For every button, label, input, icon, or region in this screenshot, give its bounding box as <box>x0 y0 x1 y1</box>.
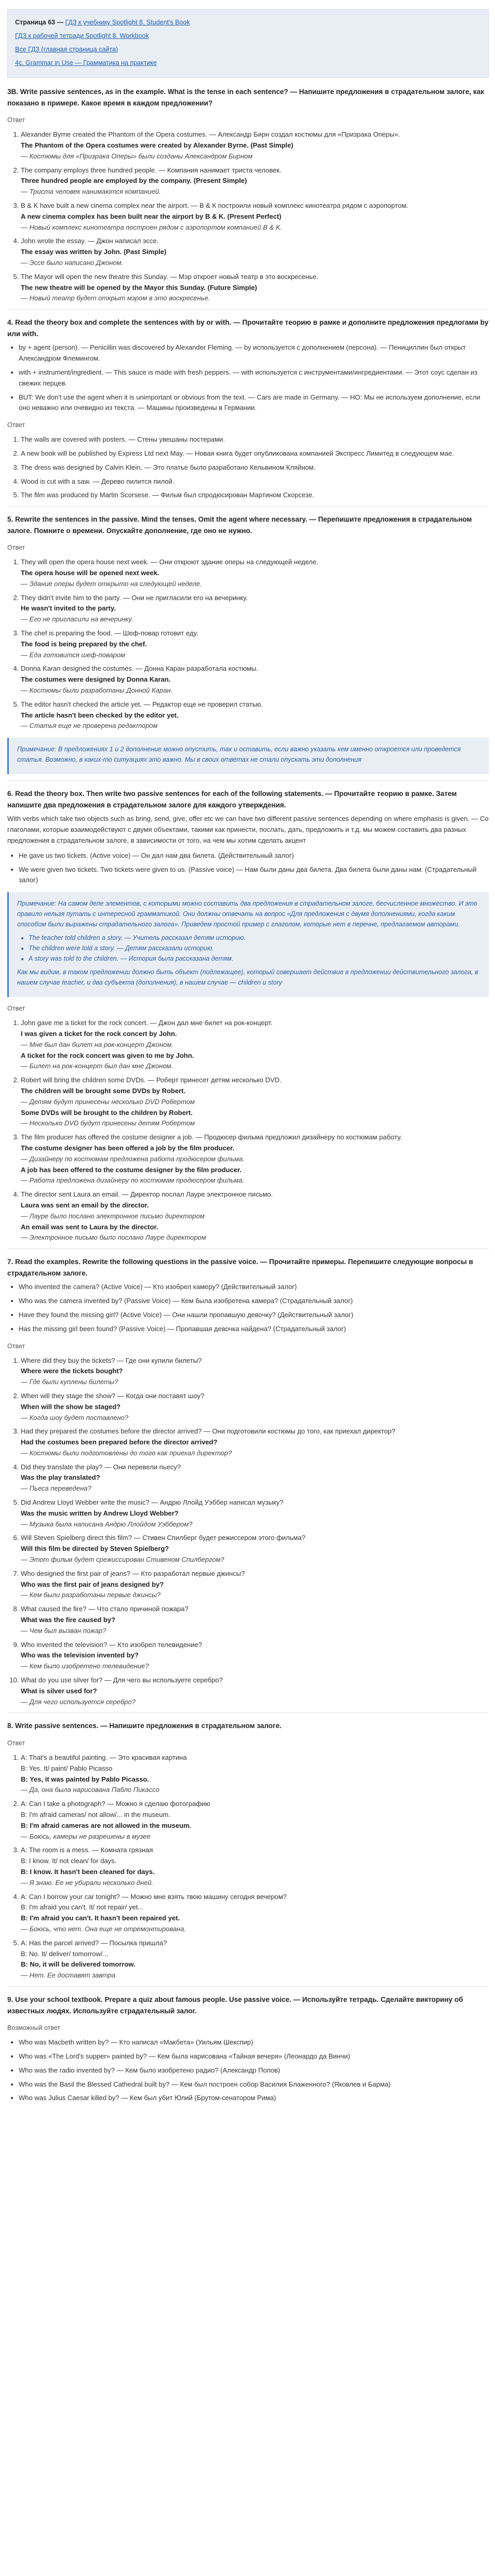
example-item: • Who was the camera invented by? (Passive Voice) — Кем была изобретена камера? (Страдательный залог) <box>19 1296 489 1307</box>
exercise-8-answers <box>21 1752 489 1981</box>
exercise-4-question: 4. Read the theory box and complete the sentences with by or with. — Прочитайте теорию в рамке и дополните предложения предлогами by или with. <box>7 318 489 338</box>
exercise-6-intro: With verbs which take two objects such as bring, send, give, offer etc we can have two different passive sentences depending on where emphasis is given. — Со глаголами, которые взаимодействуют с двумя объектами, такими как принести, послать, дать, предложить и т.д. мы можем составить два разных предложения в страдательном залоге, в зависимости от того, на чем мы хотим сделать акцент <box>7 815 489 845</box>
exercise-8 <box>7 1720 489 1981</box>
list-item: 4. Did they translate the play? — Они перевели пьесу? Was the play translated? — Пьеса переведена? <box>21 1462 489 1494</box>
example-item: • We were given two tickets. Two tickets were given to us. (Passive voice) — Нам были даны два билета. Два билета были даны нам. (Страдательный залог) <box>19 865 489 886</box>
exercise-9-answers <box>19 2037 489 2104</box>
list-item: 4. A: Can I borrow your car tonight? — Можно мне взять твою машину сегодня вечером? B: I'm afraid you can't. It/ not repair/ yet... B: I'm afraid you can't. It hasn't been repaired yet. — Боюсь, что нет. Она еще не отремонтирована. <box>21 1892 489 1935</box>
list-item: 4. John wrote the essay. — Джон написал эссе. The essay was written by John. (Past Simple) — Эссе было написано Джоном. <box>21 236 489 268</box>
list-item: • Who was Macbeth written by? — Кто написал «Макбета» (Уильям Шекспир) <box>19 2037 489 2048</box>
list-item: 3. The film producer has offered the costume designer a job. — Продюсер фильма предложил дизайнеру по костюмам работу. The costume designer has been offered a job by the film producer. — Дизайнеру по костюмам предложена работа продюсером фильма. A job has been offered to the costume designer by the film producer. — Работа предложена дизайнеру по костюмам продюсером фильма. <box>21 1132 489 1186</box>
list-item: 3. A: The room is a mess. — Комната грязная B: I know. It/ not clean/ for days. B: I know. It hasn't been cleaned for days. — Я знаю. Ее не убирали несколько дней. <box>21 1845 489 1888</box>
list-item: 1. They will open the opera house next week. — Они откроют здание оперы на следующей неделе. The opera house will be opened next week. — Здание оперы будет открыто на следующей неделе. <box>21 557 489 589</box>
note-text: Примечание: В предложениях 1 и 2 дополнение можно опустить, так и оставить, если важно указать кем именно откроется или проведется статья. Возможно, в каких-то ситуациях это важно. Мы в своих ответах не стали опускать эти дополнения <box>17 746 461 764</box>
list-item: • Who was the radio invented by? — Кем было изобретено радио? (Александр Попов) <box>19 2065 489 2076</box>
list-item: 2. The company employs three hundred people. — Компания нанимает триста человек. Three hundred people are employed by the company. (Present Simple) — Триста человек нанимаются компанией. <box>21 165 489 197</box>
list-item: 1. A: That's a beautiful painting. — Это красивая картина B: Yes. It/ paint/ Pablo Picasso B: Yes, it was painted by Pablo Picasso. — Да, она была нарисована Пабло Пикассо <box>21 1752 489 1796</box>
note-list <box>29 933 480 964</box>
exercise-9-question: 9. Use your school textbook. Prepare a quiz about famous people. Use passive voice. — Используйте тетрадь. Сделайте викторину об известных людях. Используйте страдательный залог. <box>7 1995 463 2015</box>
divider <box>7 506 489 507</box>
list-item: 2. They didn't invite him to the party. — Они не пригласили его на вечеринку. He wasn't invited to the party. — Его не пригласили на вечеринку. <box>21 593 489 625</box>
list-item: 7. Who designed the first pair of jeans? — Кто разработал первые джинсы? Who was the first pair of jeans designed by? — Кем были разработаны первые джинсы? <box>21 1569 489 1601</box>
list-item: • Who was Julius Caesar killed by? — Кем был убит Юлий (Брутом-сенатором Рима) <box>19 2093 489 2104</box>
list-item: 5. Did Andrew Lloyd Webber write the music? — Андрю Ллойд Уэббер написал музыку? Was the music written by Andrew Lloyd Webber? — Музыка была написана Андрю Ллойдом Уэббером? <box>21 1497 489 1530</box>
list-item: 5. The editor hasn't checked the article yet. — Редактор еще не проверил статью. The article hasn't been checked by the editor yet. — Статья еще не проверена редактором <box>21 699 489 732</box>
exercise-3b <box>7 86 489 304</box>
note-item: • The teacher told children a story. — Учитель рассказал детям историю. <box>29 933 480 943</box>
exercise-5 <box>7 514 489 774</box>
exercise-4-answers <box>21 434 489 501</box>
rule-item: • with + instrument/ingredient. — This sauce is made with fresh peppers. — with используется с инструментами/ингредиентами. — Этот соус сделан из свежих перцев. <box>19 367 489 389</box>
exercise-9 <box>7 1994 489 2104</box>
list-item: 5. The Mayor will open the new theatre this Sunday. — Мэр откроет новый театр в это воскресенье. The new theatre will be opened by the Mayor this Sunday. (Future Simple) — Новый театр будет открыт мэром в это воскресенье. <box>21 272 489 304</box>
answer-label: Ответ <box>7 544 25 552</box>
list-item: 4. The director sent Laura an email. — Директор послал Лауре электронное письмо. Laura was sent an email by the director. — Лауре было послано электронное письмо директором An email was sent to Laura by the director. — Электронное письмо было послано Лауре директором <box>21 1189 489 1243</box>
list-item: 2. A: Can I take a photograph? — Можно я сделаю фотографию B: I'm afraid cameras/ not allow/... in the museum. B: I'm afraid cameras are not allowed in the museum. — Боюсь, камеры не разрешены в музее <box>21 1799 489 1842</box>
list-item: 3. The chef is preparing the food. — Шеф-повар готовит еду. The food is being prepared by the chef. — Еда готовится шеф-поваром <box>21 628 489 660</box>
list-item: • Who was «The Lord's supper» painted by? — Кем была нарисована «Тайная вечеря» (Леонардо да Винчи) <box>19 2051 489 2062</box>
list-item: 2. Robert will bring the children some DVDs. — Роберт принесет детям несколько DVD. The children will be brought some DVDs by Robert. — Детям будут принесены несколько DVD Робертом Some DVDs will be brought to the children by Robert. — Несколько DVD будут принесены детям Робертом <box>21 1075 489 1129</box>
example-label: Возможный ответ <box>7 2024 61 2032</box>
answer-label: Ответ <box>7 421 25 429</box>
example-item: • Has the missing girl been found? (Passive Voice) — Пропавшая девочка найдена? (Страдательный залог) <box>19 1324 489 1335</box>
list-item: 4. Donna Karan designed the costumes. — Донна Каран разработала костюмы. The costumes were designed by Donna Karan. — Костюмы были разработаны Донной Каран. <box>21 663 489 696</box>
list-item: 2. A new book will be published by Express Ltd next May. — Новая книга будет опубликована компанией Экспресс Лимитед в следующем мае. <box>21 448 489 459</box>
note-item: • A story was told to the children. — История была рассказана детям. <box>29 953 480 964</box>
divider <box>7 780 489 781</box>
exercise-7-answers <box>21 1356 489 1708</box>
header-line-3 <box>15 44 481 55</box>
exercise-6 <box>7 788 489 1243</box>
exercise-4 <box>7 317 489 501</box>
answer-label: Ответ <box>7 1005 25 1013</box>
exercise-4-rules <box>19 342 489 414</box>
list-item: 6. Will Steven Spielberg direct this film? — Стивен Спилберг будет режиссером этого фильма? Will this film be directed by Steven Spielberg? — Этот фильм будет срежиссирован Стивеном Спилбергом? <box>21 1533 489 1565</box>
list-item: • Who was the Basil the Blessed Cathedral built by? — Кем был построен собор Василия Блаженного? (Яковлев и Барма) <box>19 2079 489 2090</box>
link-students-book[interactable]: ГДЗ к учебнику Spotlight 8. Student's Book <box>65 19 190 26</box>
exercise-7-question: 7. Read the examples. Rewrite the following questions in the passive voice. — Прочитайте примеры. Перепишите следующие вопросы в страдательном залоге. <box>7 1258 473 1277</box>
exercise-7-examples <box>19 1282 489 1334</box>
list-item: 1. Alexander Byrne created the Phantom of the Opera costumes. — Александр Бирн создал костюмы для «Призрака Оперы». The Phantom of the Opera costumes were created by Alexander Byrne. (Past Simple) — Костюмы для «Призрака Оперы» были созданы Александром Бирном <box>21 129 489 162</box>
exercise-6-question: 6. Read the theory box. Then write two passive sentences for each of the following statements. — Прочитайте теорию в рамке. Затем напишите два предложения в страдательном залоге для каждого утверждения. <box>7 790 457 809</box>
exercise-3b-answers <box>21 129 489 304</box>
header-line-1 <box>15 17 481 28</box>
divider <box>7 309 489 310</box>
note-text: Примечание: На самом деле элементов, с которыми можно составить два предложения в страдательном залоге, бесчисленное множество. И это правило нельзя путать с интересной грамматикой. Они должны отвечать на вопрос «Для предложения с двумя дополнениями, когда каким способом были выражены страдательного залога». Приведем простой пример с глаголом, которые нет в перечне, предлагаемом авторами. <box>17 900 477 928</box>
exercise-7 <box>7 1256 489 1707</box>
link-workbook[interactable]: ГДЗ к рабочей тетради Spotlight 8. Workbook <box>15 32 149 39</box>
list-item: 8. What caused the fire? — Что стало причиной пожара? What was the fire caused by? — Чем был вызван пожар? <box>21 1604 489 1636</box>
example-item: • Who invented the camera? (Active Voice) — Кто изобрел камеру? (Действительный залог) <box>19 1282 489 1293</box>
rule-item: • by + agent (person). — Penicillin was discovered by Alexander Fleming. — by используется с дополнением (персона). — Пенициллин был открыт Александром Флемингом. <box>19 342 489 364</box>
list-item: 2. When will they stage the show? — Когда они поставят шоу? When will the show be staged? — Когда шоу будет поставлено? <box>21 1391 489 1423</box>
answer-label: Ответ <box>7 1342 25 1350</box>
list-item: 3. The dress was designed by Calvin Klein. — Это платье было разработано Кельвином Кляйном. <box>21 462 489 473</box>
header-line-2 <box>15 31 481 41</box>
note-footer: Как мы видим, в таком предложении должно быть объект (подлежащее), который совершает действие в предложении действительного залога, в нашем случае teacher, и два субъекта (дополнения), в нашем случае — children и story <box>17 968 478 987</box>
list-item: 1. The walls are covered with posters. — Стены увешаны постерами. <box>21 434 489 445</box>
answer-label: Ответ <box>7 116 25 124</box>
example-item: • He gave us two tickets. (Active voice) — Он дал нам два билета. (Действительный залог) <box>19 851 489 861</box>
list-item: 1. Where did they buy the tickets? — Где они купили билеты? Where were the tickets bought? — Где были куплены билеты? <box>21 1356 489 1388</box>
exercise-6-answers <box>21 1018 489 1243</box>
link-grammar-in-use[interactable]: 4c. Grammar in Use — Грамматика на практике <box>15 59 157 67</box>
list-item: 3. Had they prepared the costumes before the director arrived? — Они подготовили костюмы до того, как приехал директор? Had the costumes been prepared before the director arrived? — Костюмы были подготовлены до того как приехал директор? <box>21 1426 489 1458</box>
answer-label: Ответ <box>7 1740 25 1747</box>
exercise-5-question: 5. Rewrite the sentences in the passive. Mind the tenses. Omit the agent where necessary. — Перепишите предложения в страдательном залоге. Помните о времени. Опускайте дополнение, где оно не нужно. <box>7 515 472 535</box>
note-box <box>7 892 489 997</box>
list-item: 9. Who invented the television? — Кто изобрел телевидение? Who was the television invented by? — Кем было изобретено телевидение? <box>21 1640 489 1672</box>
example-item: • Have they found the missing girl? (Active Voice) — Они нашли пропавшую девочку? (Действительный залог) <box>19 1310 489 1321</box>
divider <box>7 1986 489 1987</box>
note-box <box>7 738 489 774</box>
exercise-3b-question: 3B. Write passive sentences, as in the example. What is the tense in each sentence? — Напишите предложения в страдательном залоге, как показано в примере. Какое время в каждом предложении? <box>7 88 485 107</box>
list-item: 3. B & K have built a new cinema complex near the airport. — В & К построили новый комплекс кинотеатра рядом с аэропортом. A new cinema complex has been built near the airport by B & K. (Present Perfect) — Новый комплекс кинотеатра построен рядом с аэропортом компанией B & K. <box>21 201 489 233</box>
exercise-8-question: 8. Write passive sentences. — Напишите предложения в страдательном залоге. <box>7 1722 282 1730</box>
list-item: 5. The film was produced by Martin Scorsese. — Фильм был спродюсирован Мартином Скорсезе. <box>21 490 489 501</box>
rule-item: • BUT: We don't use the agent when it is unimportant or obvious from the text. — Cars are made in Germany. — НО: Мы не используем дополнение, если оно неважно или очевидно из текста. — Машины произведены в Германии. <box>19 392 489 414</box>
page-prefix: Страница 63 — <box>15 19 64 26</box>
divider <box>7 1712 489 1713</box>
link-main-page[interactable]: Все ГДЗ (главная страница сайта) <box>15 46 118 53</box>
header-box <box>7 9 489 78</box>
note-item: • The children were told a story. — Детям рассказали историю. <box>29 943 480 953</box>
list-item: 1. John gave me a ticket for the rock concert. — Джон дал мне билет на рок-концерт. I was given a ticket for the rock concert by John. — Мне был дан билет на рок-концерт Джоном. A ticket for the rock concert was given to me by John. — Билет на рок-концерт был дан мне Джоном. <box>21 1018 489 1072</box>
list-item: 5. A: Has the parcel arrived? — Посылка пришла? B: No. It/ deliver/ tomorrow/... B: No, it will be delivered tomorrow. — Нет. Ее доставят завтра <box>21 1938 489 1981</box>
list-item: 4. Wood is cut with a saw. — Дерево пилится пилой. <box>21 476 489 487</box>
list-item: 10. What do you use silver for? — Для чего вы используете серебро? What is silver used for? — Для чего используется серебро? <box>21 1675 489 1707</box>
header-line-4 <box>15 58 481 68</box>
exercise-5-answers <box>21 557 489 732</box>
exercise-6-examples <box>19 851 489 886</box>
